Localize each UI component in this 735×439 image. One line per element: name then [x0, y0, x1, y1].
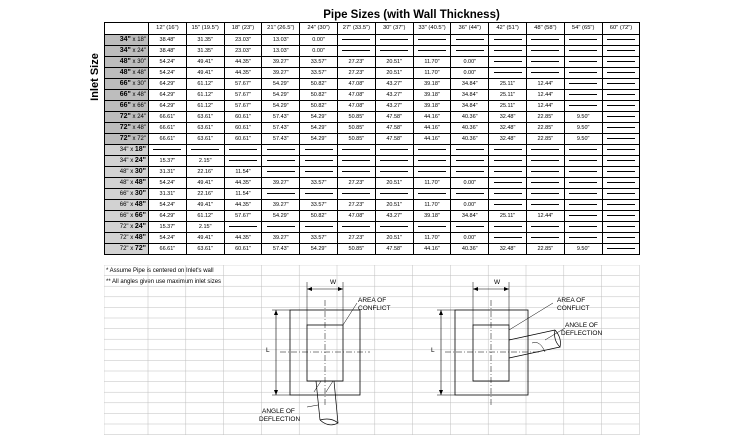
table-cell: 27.23" — [337, 68, 375, 79]
table-cell: 39.18" — [413, 101, 451, 112]
inlet-size-label: Inlet Size — [89, 53, 101, 101]
row-size-second: 48" — [134, 201, 146, 208]
table-cell: 57.43" — [262, 123, 300, 134]
table-cell: 64.29" — [149, 90, 187, 101]
table-cell: 34.84" — [451, 101, 489, 112]
table-cell: 54.24" — [149, 233, 187, 244]
row-size-first: 66" — [119, 102, 131, 109]
table-cell: 44.35" — [224, 178, 262, 189]
row-size-first: 48" — [119, 169, 129, 175]
area-of-conflict-right-2: CONFLICT — [557, 305, 590, 312]
table-cell: 63.61" — [186, 123, 224, 134]
table-cell: 33.57" — [300, 57, 338, 68]
table-cell: 47.58" — [375, 123, 413, 134]
table-cell: 66.61" — [149, 244, 187, 255]
table-cell: 32.48" — [489, 123, 527, 134]
row-size-separator: x — [130, 125, 138, 131]
table-cell: 12.44" — [526, 101, 564, 112]
row-size-second: 30" — [134, 190, 146, 197]
row-size-separator: x — [130, 70, 138, 76]
note-1: * Assume Pipe is centered on Inlet's wall — [106, 268, 214, 274]
l-dimension-left: L — [266, 347, 270, 354]
table-cell: 44.16" — [413, 123, 451, 134]
row-size-first: 72" — [119, 246, 129, 252]
table-cell: 60.61" — [224, 123, 262, 134]
row-size-separator: x — [130, 103, 138, 109]
row-size-second: 66" — [137, 103, 146, 109]
table-cell: 64.29" — [149, 211, 187, 222]
table-cell: 15.37" — [149, 156, 187, 167]
table-cell: 27.23" — [337, 233, 375, 244]
w-dimension-left: W — [330, 279, 337, 286]
table-cell: 60.61" — [224, 134, 262, 145]
table-cell: 9.50" — [564, 244, 602, 255]
row-size-second: 72" — [134, 245, 146, 252]
table-cell: 44.35" — [224, 57, 262, 68]
row-size-separator: x — [130, 136, 138, 142]
table-cell: 22.16" — [186, 167, 224, 178]
table-cell: 12.44" — [526, 79, 564, 90]
table-cell: 23.03" — [224, 46, 262, 57]
row-size-second: 18" — [137, 37, 146, 43]
column-header: 27" (33.5") — [337, 23, 375, 35]
row-size-first: 48" — [119, 180, 129, 186]
row-size-second: 48" — [137, 125, 146, 131]
row-size-separator: x — [130, 114, 138, 120]
table-cell: 54.29" — [300, 112, 338, 123]
row-size-first: 72" — [119, 113, 131, 120]
table-cell: 54.29" — [262, 211, 300, 222]
table-cell: 47.58" — [375, 134, 413, 145]
table-cell: 39.27" — [262, 57, 300, 68]
table-cell: 39.18" — [413, 79, 451, 90]
row-size-separator: x — [130, 59, 138, 65]
table-cell: 54.29" — [300, 134, 338, 145]
column-header: 21" (26.5") — [262, 23, 300, 35]
row-size-second: 24" — [137, 114, 146, 120]
table-cell: 22.85" — [526, 244, 564, 255]
w-dimension-right: W — [494, 279, 501, 286]
row-size-first: 34" — [119, 47, 131, 54]
page-title: Pipe Sizes (with Wall Thickness) — [323, 9, 500, 21]
table-cell: 33.57" — [300, 233, 338, 244]
row-size-second: 30" — [134, 168, 146, 175]
table-cell: 9.50" — [564, 123, 602, 134]
table-cell: 50.85" — [337, 244, 375, 255]
table-cell: 22.85" — [526, 123, 564, 134]
column-header: 18" (23") — [224, 23, 262, 35]
table-cell: 63.61" — [186, 112, 224, 123]
angle-of-deflection-left-1: ANGLE OF — [262, 408, 295, 415]
table-cell: 32.48" — [489, 134, 527, 145]
table-cell: 13.03" — [262, 46, 300, 57]
table-cell: 31.35" — [186, 35, 224, 46]
column-header: 30" (37") — [375, 23, 413, 35]
row-size-first: 66" — [119, 91, 131, 98]
table-cell: 31.31" — [149, 189, 187, 200]
row-size-separator: x — [128, 191, 135, 197]
table-cell: 39.27" — [262, 68, 300, 79]
table-cell: 20.51" — [375, 233, 413, 244]
column-header: 60" (72") — [602, 23, 640, 35]
table-cell: 43.27" — [375, 90, 413, 101]
row-size-second: 48" — [134, 234, 146, 241]
table-cell: 54.29" — [262, 90, 300, 101]
table-cell: 44.35" — [224, 68, 262, 79]
table-cell: 11.70" — [413, 57, 451, 68]
table-cell: 0.00" — [300, 46, 338, 57]
table-cell: 57.67" — [224, 79, 262, 90]
row-size-separator: x — [128, 158, 135, 164]
table-cell: 49.41" — [186, 68, 224, 79]
column-header: 15" (19.5") — [186, 23, 224, 35]
table-cell: 0.00" — [451, 178, 489, 189]
row-size-first: 48" — [119, 58, 131, 65]
table-cell: 50.82" — [300, 211, 338, 222]
row-size-separator: x — [128, 213, 135, 219]
table-cell: 0.00" — [451, 57, 489, 68]
row-size-first: 34" — [119, 36, 131, 43]
row-size-second: 48" — [134, 179, 146, 186]
table-cell: 0.00" — [451, 68, 489, 79]
table-cell: 61.12" — [186, 211, 224, 222]
table-cell: 27.23" — [337, 178, 375, 189]
column-header: 12" (16") — [149, 23, 187, 35]
table-cell: 50.82" — [300, 101, 338, 112]
diagram-left — [272, 282, 370, 425]
table-cell: 39.18" — [413, 211, 451, 222]
l-dimension-right: L — [431, 347, 435, 354]
table-cell: 11.70" — [413, 68, 451, 79]
column-header: 36" (44") — [451, 23, 489, 35]
column-header: 42" (51") — [489, 23, 527, 35]
table-cell: 20.51" — [375, 200, 413, 211]
table-cell: 49.41" — [186, 233, 224, 244]
table-cell: 11.54" — [224, 167, 262, 178]
table-cell: 49.41" — [186, 178, 224, 189]
row-size-second: 30" — [137, 81, 146, 87]
table-cell: 47.58" — [375, 112, 413, 123]
table-cell: 11.70" — [413, 178, 451, 189]
table-cell: 0.00" — [451, 200, 489, 211]
column-header: 54" (65") — [564, 23, 602, 35]
table-cell: 9.50" — [564, 112, 602, 123]
table-cell: 22.85" — [526, 112, 564, 123]
table-cell: 49.41" — [186, 57, 224, 68]
table-cell: 66.61" — [149, 134, 187, 145]
table-cell: 61.12" — [186, 90, 224, 101]
row-size-separator: x — [130, 81, 138, 87]
table-cell: 40.36" — [451, 244, 489, 255]
column-header: 33" (40.5") — [413, 23, 451, 35]
row-size-separator: x — [128, 180, 135, 186]
angle-of-deflection-right-2: DEFLECTION — [561, 330, 603, 337]
row-size-separator: x — [128, 169, 135, 175]
table-cell: 25.11" — [489, 211, 527, 222]
table-cell: 27.23" — [337, 200, 375, 211]
column-header: 24" (30") — [300, 23, 338, 35]
row-size-separator: x — [128, 235, 135, 241]
angle-of-deflection-right-1: ANGLE OF — [565, 322, 598, 329]
table-cell: 25.11" — [489, 79, 527, 90]
table-cell: 47.08" — [337, 101, 375, 112]
table-cell: 47.08" — [337, 90, 375, 101]
row-size-first: 34" — [119, 158, 129, 164]
table-cell: 39.27" — [262, 178, 300, 189]
table-cell: 57.67" — [224, 90, 262, 101]
row-size-first: 72" — [119, 224, 129, 230]
table-cell: 12.44" — [526, 211, 564, 222]
table-cell: 44.35" — [224, 200, 262, 211]
row-size-separator: x — [130, 37, 138, 43]
angle-of-deflection-left-2: DEFLECTION — [259, 416, 301, 423]
table-cell: 23.03" — [224, 35, 262, 46]
row-size-second: 48" — [137, 70, 146, 76]
table-cell: 57.43" — [262, 244, 300, 255]
table-cell: 61.12" — [186, 101, 224, 112]
table-cell: 54.24" — [149, 68, 187, 79]
table-cell: 43.27" — [375, 211, 413, 222]
table-cell: 57.43" — [262, 134, 300, 145]
area-of-conflict-right-1: AREA OF — [557, 297, 586, 304]
diagram-right — [437, 282, 565, 405]
table-cell: 33.57" — [300, 68, 338, 79]
table-cell: 22.85" — [526, 134, 564, 145]
row-size-separator: x — [130, 48, 138, 54]
row-size-second: 30" — [137, 59, 146, 65]
table-cell: 43.27" — [375, 79, 413, 90]
table-cell: 33.57" — [300, 178, 338, 189]
table-cell: 47.58" — [375, 244, 413, 255]
row-size-first: 72" — [119, 135, 131, 142]
table-cell: 54.24" — [149, 57, 187, 68]
row-size-first: 72" — [119, 124, 131, 131]
table-cell: 38.48" — [149, 35, 187, 46]
table-cell: 57.67" — [224, 101, 262, 112]
table-cell: 13.03" — [262, 35, 300, 46]
table-cell: 9.50" — [564, 134, 602, 145]
table-cell: 31.35" — [186, 46, 224, 57]
row-size-separator: x — [130, 92, 138, 98]
row-size-second: 72" — [137, 136, 146, 142]
table-cell: 64.29" — [149, 79, 187, 90]
table-cell: 11.54" — [224, 189, 262, 200]
table-cell: 49.41" — [186, 200, 224, 211]
table-cell: 25.11" — [489, 101, 527, 112]
table-cell: 2.15" — [186, 156, 224, 167]
table-cell: 0.00" — [451, 233, 489, 244]
row-size-first: 66" — [119, 191, 129, 197]
note-2: ** All angles given use maximum inlet sizes — [106, 279, 222, 285]
row-size-first: 48" — [119, 69, 131, 76]
row-size-first: 66" — [119, 202, 129, 208]
table-cell: 60.61" — [224, 244, 262, 255]
table-cell: 12.44" — [526, 90, 564, 101]
row-size-second: 24" — [137, 48, 146, 54]
table-cell: 40.36" — [451, 112, 489, 123]
table-cell: 32.48" — [489, 244, 527, 255]
table-cell: 50.82" — [300, 79, 338, 90]
table-cell: 40.36" — [451, 134, 489, 145]
row-size-separator: x — [128, 246, 135, 252]
table-cell: 44.16" — [413, 112, 451, 123]
table-cell: 11.70" — [413, 200, 451, 211]
row-size-separator: x — [128, 147, 135, 153]
table-cell: 39.18" — [413, 90, 451, 101]
row-size-first: 34" — [119, 147, 129, 153]
table-cell: 34.84" — [451, 211, 489, 222]
table-cell: 32.48" — [489, 112, 527, 123]
table-cell: 64.29" — [149, 101, 187, 112]
table-cell: 57.67" — [224, 211, 262, 222]
row-size-first: 72" — [119, 235, 129, 241]
table-cell: 44.16" — [413, 244, 451, 255]
table-cell: 39.27" — [262, 233, 300, 244]
row-size-second: 48" — [137, 92, 146, 98]
table-cell: 20.51" — [375, 57, 413, 68]
table-cell: 38.48" — [149, 46, 187, 57]
table-cell: 54.24" — [149, 200, 187, 211]
table-cell: 54.29" — [262, 101, 300, 112]
table-cell: 40.36" — [451, 123, 489, 134]
row-size-first: 66" — [119, 213, 129, 219]
table-cell: 39.27" — [262, 200, 300, 211]
table-cell: 43.27" — [375, 101, 413, 112]
area-of-conflict-left-2: CONFLICT — [358, 305, 391, 312]
row-size-second: 18" — [134, 146, 146, 153]
table-cell: 27.23" — [337, 57, 375, 68]
table-cell: 54.29" — [300, 123, 338, 134]
table-cell: 22.16" — [186, 189, 224, 200]
table-cell: 31.31" — [149, 167, 187, 178]
table-cell: 44.35" — [224, 233, 262, 244]
row-size-second: 24" — [134, 157, 146, 164]
table-cell: 20.51" — [375, 68, 413, 79]
table-cell: 47.08" — [337, 79, 375, 90]
table-cell: 66.61" — [149, 112, 187, 123]
row-size-second: 24" — [134, 223, 146, 230]
table-cell: 50.85" — [337, 134, 375, 145]
table-cell: 47.08" — [337, 211, 375, 222]
table-cell: 33.57" — [300, 200, 338, 211]
table-cell: 2.15" — [186, 222, 224, 233]
row-size-second: 66" — [134, 212, 146, 219]
table-cell: 20.51" — [375, 178, 413, 189]
table-cell: 63.61" — [186, 244, 224, 255]
table-cell: 50.85" — [337, 112, 375, 123]
table-cell: 63.61" — [186, 134, 224, 145]
row-size-separator: x — [128, 224, 135, 230]
table-cell: 61.12" — [186, 79, 224, 90]
table-cell: 15.37" — [149, 222, 187, 233]
table-cell: 54.29" — [300, 244, 338, 255]
table-cell: 66.61" — [149, 123, 187, 134]
table-cell: 34.84" — [451, 90, 489, 101]
table-cell: 60.61" — [224, 112, 262, 123]
table-cell: 11.70" — [413, 233, 451, 244]
area-of-conflict-left-1: AREA OF — [358, 297, 387, 304]
column-header: 48" (58") — [526, 23, 564, 35]
table-cell: 54.29" — [262, 79, 300, 90]
table-cell: 50.85" — [337, 123, 375, 134]
table-cell: 34.84" — [451, 79, 489, 90]
table-cell: 57.43" — [262, 112, 300, 123]
table-cell: 50.82" — [300, 90, 338, 101]
table-cell: 44.16" — [413, 134, 451, 145]
table-cell: 0.00" — [300, 35, 338, 46]
table-cell: 54.24" — [149, 178, 187, 189]
table-cell: 25.11" — [489, 90, 527, 101]
row-size-separator: x — [128, 202, 135, 208]
row-size-first: 66" — [119, 80, 131, 87]
